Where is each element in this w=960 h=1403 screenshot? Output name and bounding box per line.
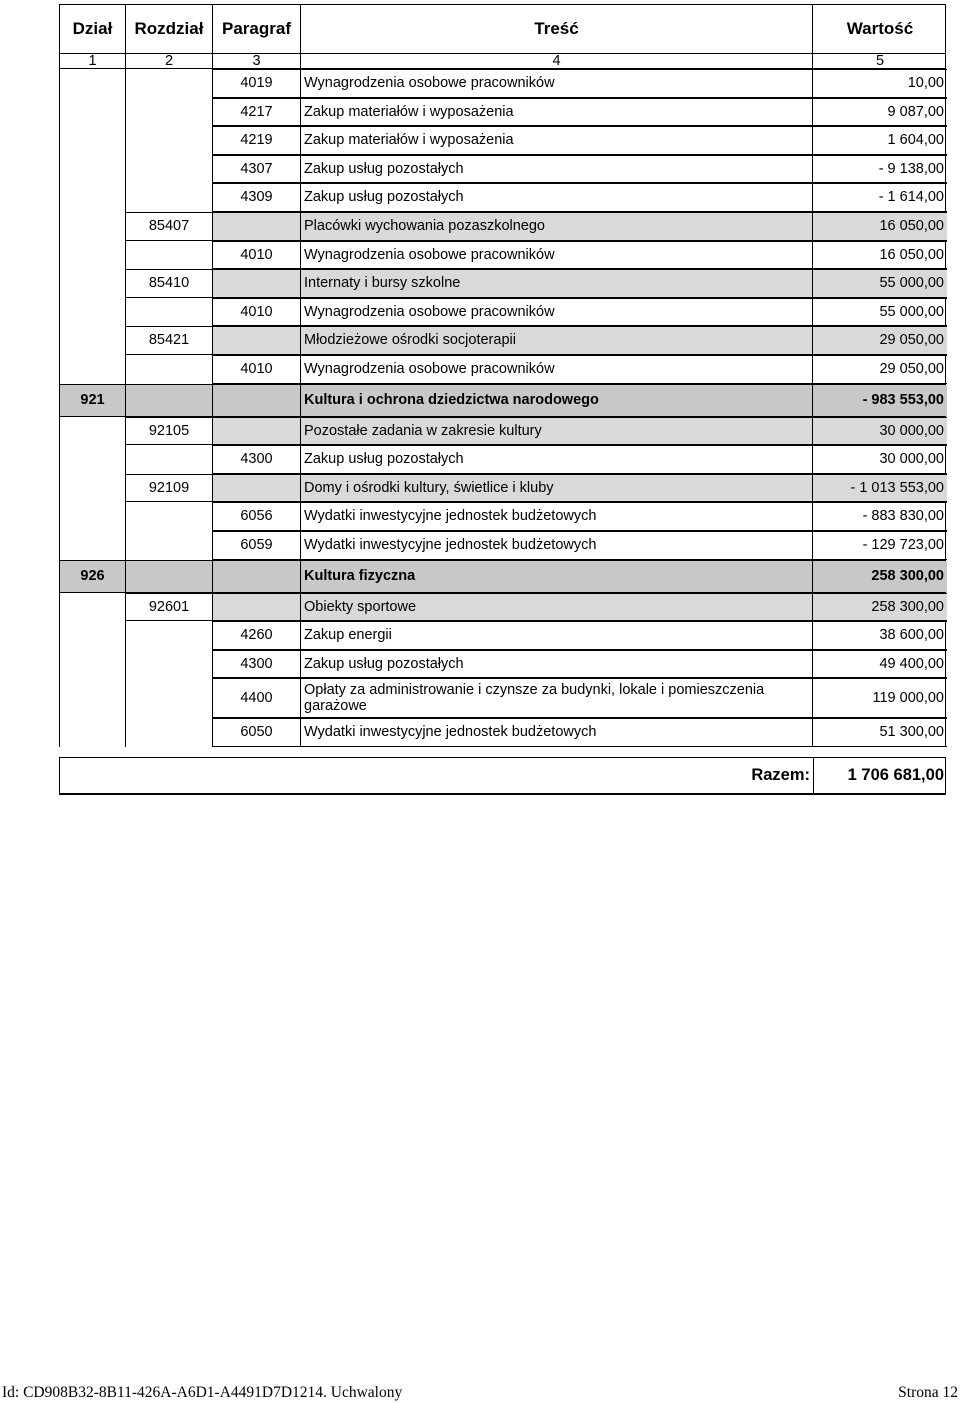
paragraf-code: 4019 bbox=[213, 69, 301, 98]
paragraf-row bbox=[59, 126, 946, 155]
rozdzial-row bbox=[59, 212, 946, 241]
paragraf-empty bbox=[213, 593, 301, 622]
dzial-empty bbox=[60, 593, 126, 622]
tresc-text: Obiekty sportowe bbox=[301, 593, 813, 622]
wartosc-value: 9 087,00 bbox=[813, 98, 947, 127]
tresc-text: Kultura fizyczna bbox=[301, 561, 813, 592]
col-number-3: 3 bbox=[213, 54, 301, 68]
dzial-row bbox=[59, 560, 946, 593]
paragraf-row bbox=[59, 621, 946, 650]
header-wartosc: Wartość bbox=[846, 19, 914, 39]
header-rozdzial: Rozdział bbox=[126, 5, 213, 53]
paragraf-code: 4400 bbox=[213, 678, 301, 718]
page-number-footer: Strona 12 bbox=[898, 1384, 958, 1401]
header-tresc: Treść bbox=[301, 5, 813, 53]
paragraf-empty bbox=[213, 385, 301, 416]
dzial-empty bbox=[60, 678, 126, 718]
col-number-4: 4 bbox=[301, 54, 813, 68]
dzial-empty bbox=[60, 326, 126, 355]
dzial-empty bbox=[60, 355, 126, 384]
rozdzial-empty bbox=[126, 98, 213, 127]
rozdzial-code: 92109 bbox=[126, 474, 213, 503]
rozdzial-empty bbox=[126, 69, 213, 98]
rozdzial-empty bbox=[126, 241, 213, 270]
rozdzial-empty bbox=[126, 621, 213, 650]
tresc-text: Opłaty za administrowanie i czynsze za budynki, lokale i pomieszczenia garażowe bbox=[301, 678, 813, 718]
rozdzial-row bbox=[59, 593, 946, 622]
tresc-text: Kultura i ochrona dziedzictwa narodowego bbox=[301, 385, 813, 416]
rozdzial-code: 92105 bbox=[126, 417, 213, 446]
paragraf-empty bbox=[213, 269, 301, 298]
tresc-text: Młodzieżowe ośrodki socjoterapii bbox=[301, 326, 813, 355]
wartosc-value: - 1 614,00 bbox=[813, 183, 947, 212]
rozdzial-code: 85410 bbox=[126, 269, 213, 298]
paragraf-code: 4010 bbox=[213, 298, 301, 327]
wartosc-value: 10,00 bbox=[813, 69, 947, 98]
wartosc-value: 16 050,00 bbox=[813, 241, 947, 270]
rozdzial-empty bbox=[126, 678, 213, 718]
paragraf-row bbox=[59, 650, 946, 679]
dzial-empty bbox=[60, 269, 126, 298]
wartosc-value: 258 300,00 bbox=[813, 561, 947, 592]
rozdzial-code: 92601 bbox=[126, 593, 213, 622]
tresc-text: Wydatki inwestycyjne jednostek budżetowych bbox=[301, 718, 813, 747]
dzial-empty bbox=[60, 98, 126, 127]
rozdzial-empty bbox=[126, 561, 213, 592]
document-id-footer: Id: CD908B32-8B11-426A-A6D1-A4491D7D1214. Uchwalony bbox=[2, 1384, 403, 1401]
rozdzial-empty bbox=[126, 531, 213, 560]
dzial-empty bbox=[60, 126, 126, 155]
paragraf-row bbox=[59, 241, 946, 270]
dzial-empty bbox=[60, 718, 126, 747]
wartosc-value: 55 000,00 bbox=[813, 298, 947, 327]
paragraf-row bbox=[59, 155, 946, 184]
paragraf-row bbox=[59, 502, 946, 531]
dzial-empty bbox=[60, 183, 126, 212]
wartosc-value: 30 000,00 bbox=[813, 417, 947, 446]
header-paragraf: Paragraf bbox=[213, 5, 301, 53]
paragraf-code: 6059 bbox=[213, 531, 301, 560]
paragraf-code: 6050 bbox=[213, 718, 301, 747]
wartosc-value: - 1 013 553,00 bbox=[813, 474, 947, 503]
dzial-code: 921 bbox=[60, 385, 126, 416]
rozdzial-empty bbox=[126, 718, 213, 747]
paragraf-code: 4309 bbox=[213, 183, 301, 212]
tresc-text: Pozostałe zadania w zakresie kultury bbox=[301, 417, 813, 446]
paragraf-code: 4010 bbox=[213, 241, 301, 270]
tresc-text: Wydatki inwestycyjne jednostek budżetowych bbox=[301, 502, 813, 531]
rozdzial-empty bbox=[126, 385, 213, 416]
dzial-empty bbox=[60, 417, 126, 446]
tresc-text: Wynagrodzenia osobowe pracowników bbox=[301, 241, 813, 270]
dzial-empty bbox=[60, 298, 126, 327]
dzial-empty bbox=[60, 155, 126, 184]
tresc-text: Zakup energii bbox=[301, 621, 813, 650]
tresc-text: Wynagrodzenia osobowe pracowników bbox=[301, 69, 813, 98]
rozdzial-empty bbox=[126, 183, 213, 212]
total-label: Razem: bbox=[751, 766, 810, 785]
wartosc-value: 16 050,00 bbox=[813, 212, 947, 241]
dzial-empty bbox=[60, 650, 126, 679]
rozdzial-code: 85407 bbox=[126, 212, 213, 241]
wartosc-value: 119 000,00 bbox=[813, 678, 947, 718]
tresc-text: Wynagrodzenia osobowe pracowników bbox=[301, 298, 813, 327]
wartosc-value: 38 600,00 bbox=[813, 621, 947, 650]
tresc-text: Zakup usług pozostałych bbox=[301, 183, 813, 212]
paragraf-row bbox=[59, 531, 946, 560]
wartosc-value: 29 050,00 bbox=[813, 355, 947, 384]
paragraf-row bbox=[59, 718, 946, 747]
paragraf-empty bbox=[213, 561, 301, 592]
paragraf-row bbox=[59, 678, 946, 718]
dzial-empty bbox=[60, 502, 126, 531]
tresc-text: Internaty i bursy szkolne bbox=[301, 269, 813, 298]
paragraf-code: 6056 bbox=[213, 502, 301, 531]
dzial-empty bbox=[60, 531, 126, 560]
col-number-1: 1 bbox=[60, 54, 126, 68]
wartosc-value: 258 300,00 bbox=[813, 593, 947, 622]
rozdzial-empty bbox=[126, 445, 213, 474]
paragraf-row bbox=[59, 69, 946, 98]
paragraf-row bbox=[59, 355, 946, 384]
rozdzial-empty bbox=[126, 502, 213, 531]
rozdzial-row bbox=[59, 326, 946, 355]
dzial-code: 926 bbox=[60, 561, 126, 592]
rozdzial-empty bbox=[126, 298, 213, 327]
paragraf-empty bbox=[213, 326, 301, 355]
rozdzial-row bbox=[59, 474, 946, 503]
paragraf-row bbox=[59, 445, 946, 474]
header-dzial: Dział bbox=[60, 5, 126, 53]
rozdzial-row bbox=[59, 417, 946, 446]
wartosc-value: - 983 553,00 bbox=[813, 385, 947, 416]
paragraf-code: 4300 bbox=[213, 445, 301, 474]
col-number-2: 2 bbox=[126, 54, 213, 68]
paragraf-row bbox=[59, 98, 946, 127]
dzial-empty bbox=[60, 212, 126, 241]
dzial-empty bbox=[60, 474, 126, 503]
total-value: 1 706 681,00 bbox=[813, 758, 947, 793]
paragraf-code: 4010 bbox=[213, 355, 301, 384]
wartosc-value: 1 604,00 bbox=[813, 126, 947, 155]
paragraf-empty bbox=[213, 417, 301, 446]
tresc-text: Zakup usług pozostałych bbox=[301, 445, 813, 474]
rozdzial-empty bbox=[126, 126, 213, 155]
wartosc-value: 30 000,00 bbox=[813, 445, 947, 474]
table-header-row bbox=[59, 4, 946, 53]
tresc-text: Zakup materiałów i wyposażenia bbox=[301, 126, 813, 155]
column-numbering-row bbox=[59, 53, 946, 69]
wartosc-value: - 883 830,00 bbox=[813, 502, 947, 531]
wartosc-value: 29 050,00 bbox=[813, 326, 947, 355]
paragraf-empty bbox=[213, 212, 301, 241]
col-number-5: 5 bbox=[875, 54, 885, 68]
dzial-empty bbox=[60, 69, 126, 98]
dzial-empty bbox=[60, 241, 126, 270]
dzial-row bbox=[59, 384, 946, 417]
tresc-text: Zakup materiałów i wyposażenia bbox=[301, 98, 813, 127]
wartosc-value: - 9 138,00 bbox=[813, 155, 947, 184]
rozdzial-code: 85421 bbox=[126, 326, 213, 355]
tresc-text: Zakup usług pozostałych bbox=[301, 155, 813, 184]
paragraf-code: 4307 bbox=[213, 155, 301, 184]
paragraf-row bbox=[59, 183, 946, 212]
total-row bbox=[59, 757, 946, 795]
dzial-empty bbox=[60, 445, 126, 474]
rozdzial-empty bbox=[126, 155, 213, 184]
dzial-empty bbox=[60, 621, 126, 650]
paragraf-empty bbox=[213, 474, 301, 503]
wartosc-value: 51 300,00 bbox=[813, 718, 947, 747]
wartosc-value: 49 400,00 bbox=[813, 650, 947, 679]
tresc-text: Placówki wychowania pozaszkolnego bbox=[301, 212, 813, 241]
tresc-text: Wydatki inwestycyjne jednostek budżetowych bbox=[301, 531, 813, 560]
paragraf-code: 4217 bbox=[213, 98, 301, 127]
paragraf-code: 4300 bbox=[213, 650, 301, 679]
tresc-text: Domy i ośrodki kultury, świetlice i kluby bbox=[301, 474, 813, 503]
tresc-text: Zakup usług pozostałych bbox=[301, 650, 813, 679]
paragraf-code: 4260 bbox=[213, 621, 301, 650]
rozdzial-row bbox=[59, 269, 946, 298]
wartosc-value: 55 000,00 bbox=[813, 269, 947, 298]
paragraf-code: 4219 bbox=[213, 126, 301, 155]
tresc-text: Wynagrodzenia osobowe pracowników bbox=[301, 355, 813, 384]
rozdzial-empty bbox=[126, 650, 213, 679]
wartosc-value: - 129 723,00 bbox=[813, 531, 947, 560]
paragraf-row bbox=[59, 298, 946, 327]
rozdzial-empty bbox=[126, 355, 213, 384]
